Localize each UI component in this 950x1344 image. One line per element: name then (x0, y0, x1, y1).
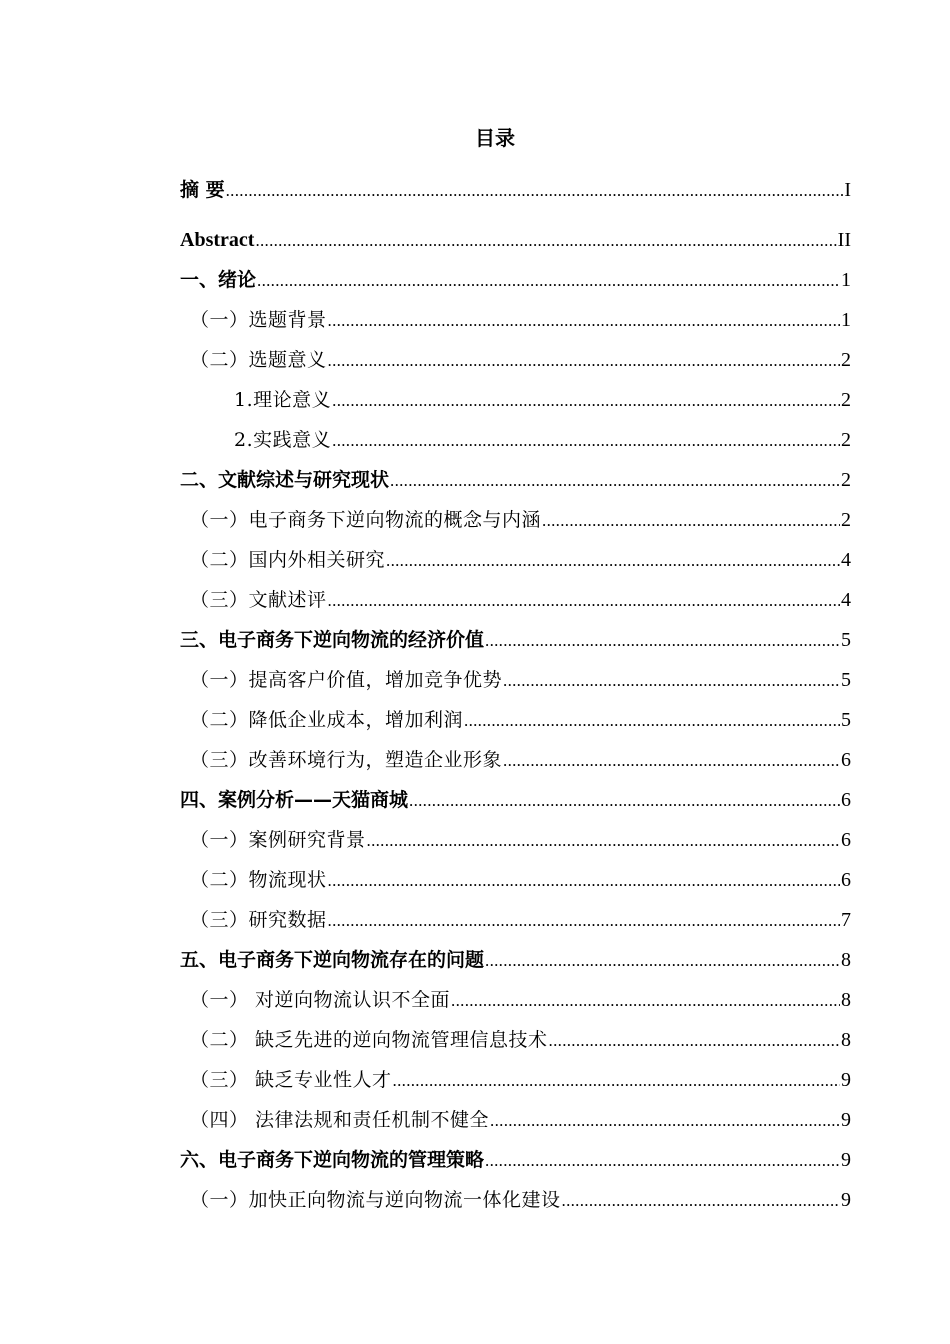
toc-entry[interactable] (180, 302, 851, 342)
dot-leader (562, 1183, 840, 1219)
toc-entry[interactable] (180, 942, 851, 982)
toc-entry-label: （三） 缺乏专业性人才 (190, 1069, 392, 1091)
toc-entry-label: 六、电子商务下逆向物流的管理策略 (180, 1149, 485, 1171)
dot-leader (390, 463, 840, 499)
dot-leader (503, 663, 840, 699)
toc-entry-page-number: 2 (841, 349, 851, 371)
dot-leader (542, 503, 840, 539)
toc-entry[interactable] (180, 822, 851, 862)
toc-entry-page-number: 5 (841, 669, 851, 691)
toc-entry-label: （一）电子商务下逆向物流的概念与内涵 (190, 509, 542, 531)
toc-entry[interactable] (180, 342, 851, 382)
toc-entry[interactable] (180, 662, 851, 702)
toc-entry[interactable] (180, 862, 851, 902)
toc-entry-page-number: 4 (841, 589, 851, 611)
dot-leader (328, 343, 840, 379)
toc-entry-page-number: 9 (841, 1109, 851, 1131)
toc-entry-label: （一）案例研究背景 (190, 829, 366, 851)
toc-entry-label: （二） 缺乏先进的逆向物流管理信息技术 (190, 1029, 548, 1051)
toc-entry-page-number: 9 (841, 1149, 851, 1171)
toc-entry-page-number: 2 (841, 509, 851, 531)
dot-leader (386, 543, 840, 579)
toc-entry-page-number: 8 (841, 1029, 851, 1051)
dot-leader (332, 423, 840, 459)
toc-entry[interactable] (180, 462, 851, 502)
dot-leader (255, 223, 836, 259)
dot-leader (393, 1063, 840, 1099)
toc-entry[interactable] (180, 222, 851, 262)
toc-entry[interactable] (180, 382, 851, 422)
toc-entry[interactable] (180, 1022, 851, 1062)
toc-entry[interactable] (180, 1142, 851, 1182)
table-of-contents (180, 172, 851, 1222)
toc-entry[interactable] (180, 1062, 851, 1102)
toc-entry[interactable] (180, 742, 851, 782)
dot-leader (503, 743, 840, 779)
toc-entry[interactable] (180, 262, 851, 302)
dot-leader (451, 983, 840, 1019)
toc-entry-label: 二、文献综述与研究现状 (180, 469, 390, 491)
toc-entry-page-number: 9 (841, 1189, 851, 1211)
dot-leader (549, 1023, 840, 1059)
dot-leader (328, 583, 840, 619)
toc-entry[interactable] (180, 622, 851, 662)
toc-entry-page-number: 2 (841, 389, 851, 411)
toc-entry-label: 三、电子商务下逆向物流的经济价值 (180, 629, 485, 651)
toc-entry-page-number: 1 (841, 309, 851, 331)
toc-entry-label: 五、电子商务下逆向物流存在的问题 (180, 949, 485, 971)
toc-entry[interactable] (180, 172, 851, 222)
toc-entry-label: 四、案例分析——天猫商城 (180, 789, 409, 811)
dot-leader (328, 863, 840, 899)
toc-entry-page-number: 5 (841, 629, 851, 651)
toc-entry-page-number: 1 (841, 269, 851, 291)
toc-entry-label: （二）降低企业成本，增加利润 (190, 709, 464, 731)
toc-entry-page-number: I (844, 179, 851, 201)
toc-entry-label: Abstract (180, 229, 255, 251)
toc-entry-page-number: 6 (841, 789, 851, 811)
toc-entry[interactable] (180, 422, 851, 462)
dot-leader (226, 173, 844, 209)
toc-entry[interactable] (180, 1182, 851, 1222)
toc-entry-page-number: 8 (841, 989, 851, 1011)
toc-entry-label: （一） 对逆向物流认识不全面 (190, 989, 451, 1011)
toc-entry[interactable] (180, 702, 851, 742)
toc-entry[interactable] (180, 982, 851, 1022)
dot-leader (257, 263, 840, 299)
toc-entry[interactable] (180, 782, 851, 822)
toc-entry-label: （二）物流现状 (190, 869, 327, 891)
dot-leader (490, 1103, 840, 1139)
toc-entry-label: （三）研究数据 (190, 909, 327, 931)
toc-entry[interactable] (180, 502, 851, 542)
dot-leader (464, 703, 840, 739)
toc-entry-label: （一）加快正向物流与逆向物流一体化建设 (190, 1189, 561, 1211)
toc-entry-label: 1.理论意义 (234, 389, 332, 411)
toc-entry-label: （三）文献述评 (190, 589, 327, 611)
toc-entry[interactable] (180, 542, 851, 582)
toc-entry-label: （二）选题意义 (190, 349, 327, 371)
toc-entry-label: 2.实践意义 (234, 429, 332, 451)
toc-entry-page-number: 6 (841, 749, 851, 771)
toc-entry-label: 摘 要 (180, 179, 225, 201)
toc-entry-page-number: 4 (841, 549, 851, 571)
dot-leader (367, 823, 840, 859)
dot-leader (332, 383, 840, 419)
dot-leader (485, 1143, 840, 1179)
toc-entry-label: （四） 法律法规和责任机制不健全 (190, 1109, 490, 1131)
toc-entry-page-number: 7 (841, 909, 851, 931)
toc-entry-label: （一）选题背景 (190, 309, 327, 331)
toc-entry-page-number: 2 (841, 469, 851, 491)
dot-leader (328, 903, 840, 939)
toc-entry[interactable] (180, 902, 851, 942)
page-title: 目录 (475, 126, 515, 150)
toc-entry-label: （三）改善环境行为，塑造企业形象 (190, 749, 503, 771)
dot-leader (485, 623, 840, 659)
toc-entry-label: 一、绪论 (180, 269, 257, 291)
dot-leader (485, 943, 840, 979)
toc-entry-page-number: 5 (841, 709, 851, 731)
toc-entry-page-number: 6 (841, 829, 851, 851)
toc-entry-page-number: 2 (841, 429, 851, 451)
toc-entry-page-number: II (837, 229, 851, 251)
toc-entry[interactable] (180, 1102, 851, 1142)
toc-entry-label: （一）提高客户价值，增加竞争优势 (190, 669, 503, 691)
toc-entry[interactable] (180, 582, 851, 622)
toc-entry-label: （二）国内外相关研究 (190, 549, 386, 571)
dot-leader (328, 303, 840, 339)
dot-leader (409, 783, 840, 819)
toc-entry-page-number: 6 (841, 869, 851, 891)
toc-entry-page-number: 9 (841, 1069, 851, 1091)
toc-entry-page-number: 8 (841, 949, 851, 971)
